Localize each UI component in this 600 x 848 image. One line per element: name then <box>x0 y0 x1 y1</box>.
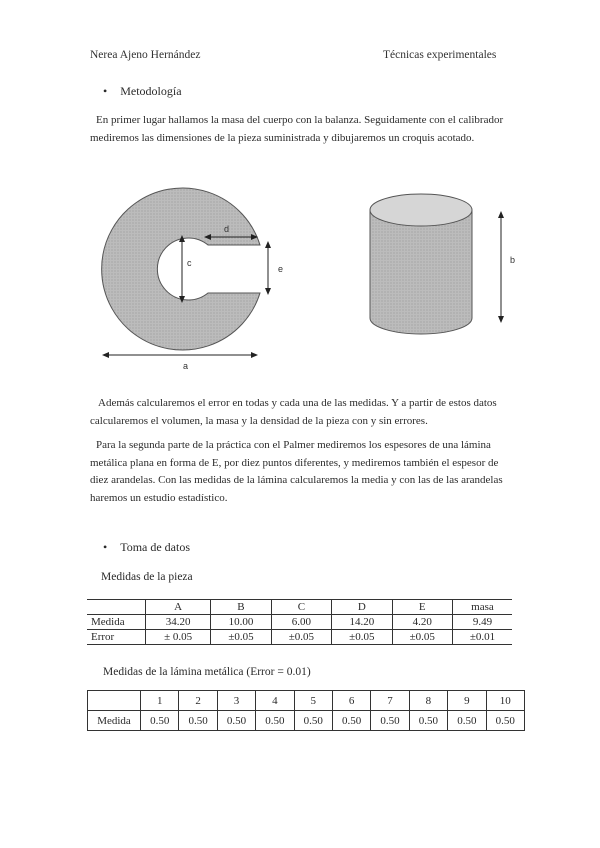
table-cell: 4.20 <box>392 615 452 630</box>
table-header-cell: 6 <box>332 691 370 711</box>
table-cell: 0.50 <box>141 711 179 731</box>
table-cell: 9.49 <box>452 615 512 630</box>
table-cell: 6.00 <box>271 615 331 630</box>
row-label: Medida <box>88 711 141 731</box>
table-cell: ±0.01 <box>452 630 512 645</box>
table-cell: 14.20 <box>332 615 392 630</box>
table-cell: 34.20 <box>146 615 211 630</box>
table-header-cell: 8 <box>409 691 447 711</box>
table-cell: 0.50 <box>332 711 370 731</box>
table-header-cell: 1 <box>141 691 179 711</box>
bullet-icon: • <box>103 540 108 554</box>
table-header-cell: 9 <box>448 691 486 711</box>
table-cell <box>87 600 146 615</box>
table-header-cell: B <box>211 600 271 615</box>
table-header-cell: 2 <box>179 691 217 711</box>
table-cell: ± 0.05 <box>146 630 211 645</box>
table-cell: 0.50 <box>179 711 217 731</box>
table-header-cell: 3 <box>217 691 255 711</box>
table-header-cell: A <box>146 600 211 615</box>
data-heading <box>103 540 190 555</box>
label-b: b <box>510 255 516 265</box>
data-title: Toma de datos <box>120 540 191 554</box>
author-name: Nerea Ajeno Hernández <box>90 49 201 61</box>
table-cell: ±0.05 <box>271 630 331 645</box>
table-row <box>87 615 512 630</box>
label-d: d <box>224 224 230 234</box>
label-a: a <box>183 361 189 371</box>
table-header-cell: 10 <box>486 691 524 711</box>
table-cell: 0.50 <box>217 711 255 731</box>
methodology-para2: Además calcularemos el error en todas y cada una de las medidas. Y a partir de estos datos calcularemos el volumen, la masa y la densidad de la pieza con y sin errores. <box>90 397 497 427</box>
table-cell: 0.50 <box>409 711 447 731</box>
table-header-row <box>87 600 512 615</box>
table-header-cell: 5 <box>294 691 332 711</box>
label-e: e <box>278 264 284 274</box>
table-cell: 0.50 <box>486 711 524 731</box>
sheet-table <box>87 690 525 731</box>
label-c: c <box>187 258 192 268</box>
table-row <box>88 711 525 731</box>
table-cell: ±0.05 <box>392 630 452 645</box>
table-cell: 0.50 <box>371 711 409 731</box>
table-cell: 0.50 <box>448 711 486 731</box>
table-header-cell: 7 <box>371 691 409 711</box>
row-label: Medida <box>87 615 146 630</box>
disk-shape <box>102 188 260 350</box>
table-cell: 0.50 <box>294 711 332 731</box>
methodology-title: Metodología <box>120 84 182 98</box>
sheet-table-title: Medidas de la lámina metálica (Error = 0.01) <box>103 666 311 678</box>
table-cell <box>88 691 141 711</box>
table-header-row <box>88 691 525 711</box>
methodology-intro: En primer lugar hallamos la masa del cuerpo con la balanza. Seguidamente con el calibrador mediremos las dimensiones de la pieza suministrada y dibujaremos un croquis acotado. <box>90 114 504 144</box>
table-row <box>87 630 512 645</box>
table-cell: ±0.05 <box>332 630 392 645</box>
subject-title: Técnicas experimentales <box>383 49 497 61</box>
piece-sketch <box>90 180 530 375</box>
table-header-cell: D <box>332 600 392 615</box>
methodology-heading <box>103 84 182 99</box>
table-header-cell: 4 <box>256 691 294 711</box>
bullet-icon: • <box>103 84 108 98</box>
table-cell: 10.00 <box>211 615 271 630</box>
table-header-cell: C <box>271 600 331 615</box>
table-header-cell: masa <box>452 600 512 615</box>
table-cell: ±0.05 <box>211 630 271 645</box>
piece-table-title: Medidas de la pieza <box>101 571 193 583</box>
row-label: Error <box>87 630 146 645</box>
piece-table <box>87 599 512 645</box>
table-header-cell: E <box>392 600 452 615</box>
table-cell: 0.50 <box>256 711 294 731</box>
methodology-para3: Para la segunda parte de la práctica con el Palmer mediremos los espesores de una lámina metálica plana en forma de E, por diez puntos diferentes, y mediremos también el espesor de diez arandelas. Con las medidas de la lámina calcularemos la media y con las de las arandelas haremos un estudio estadístico. <box>90 439 503 504</box>
cylinder-shape <box>370 194 472 334</box>
